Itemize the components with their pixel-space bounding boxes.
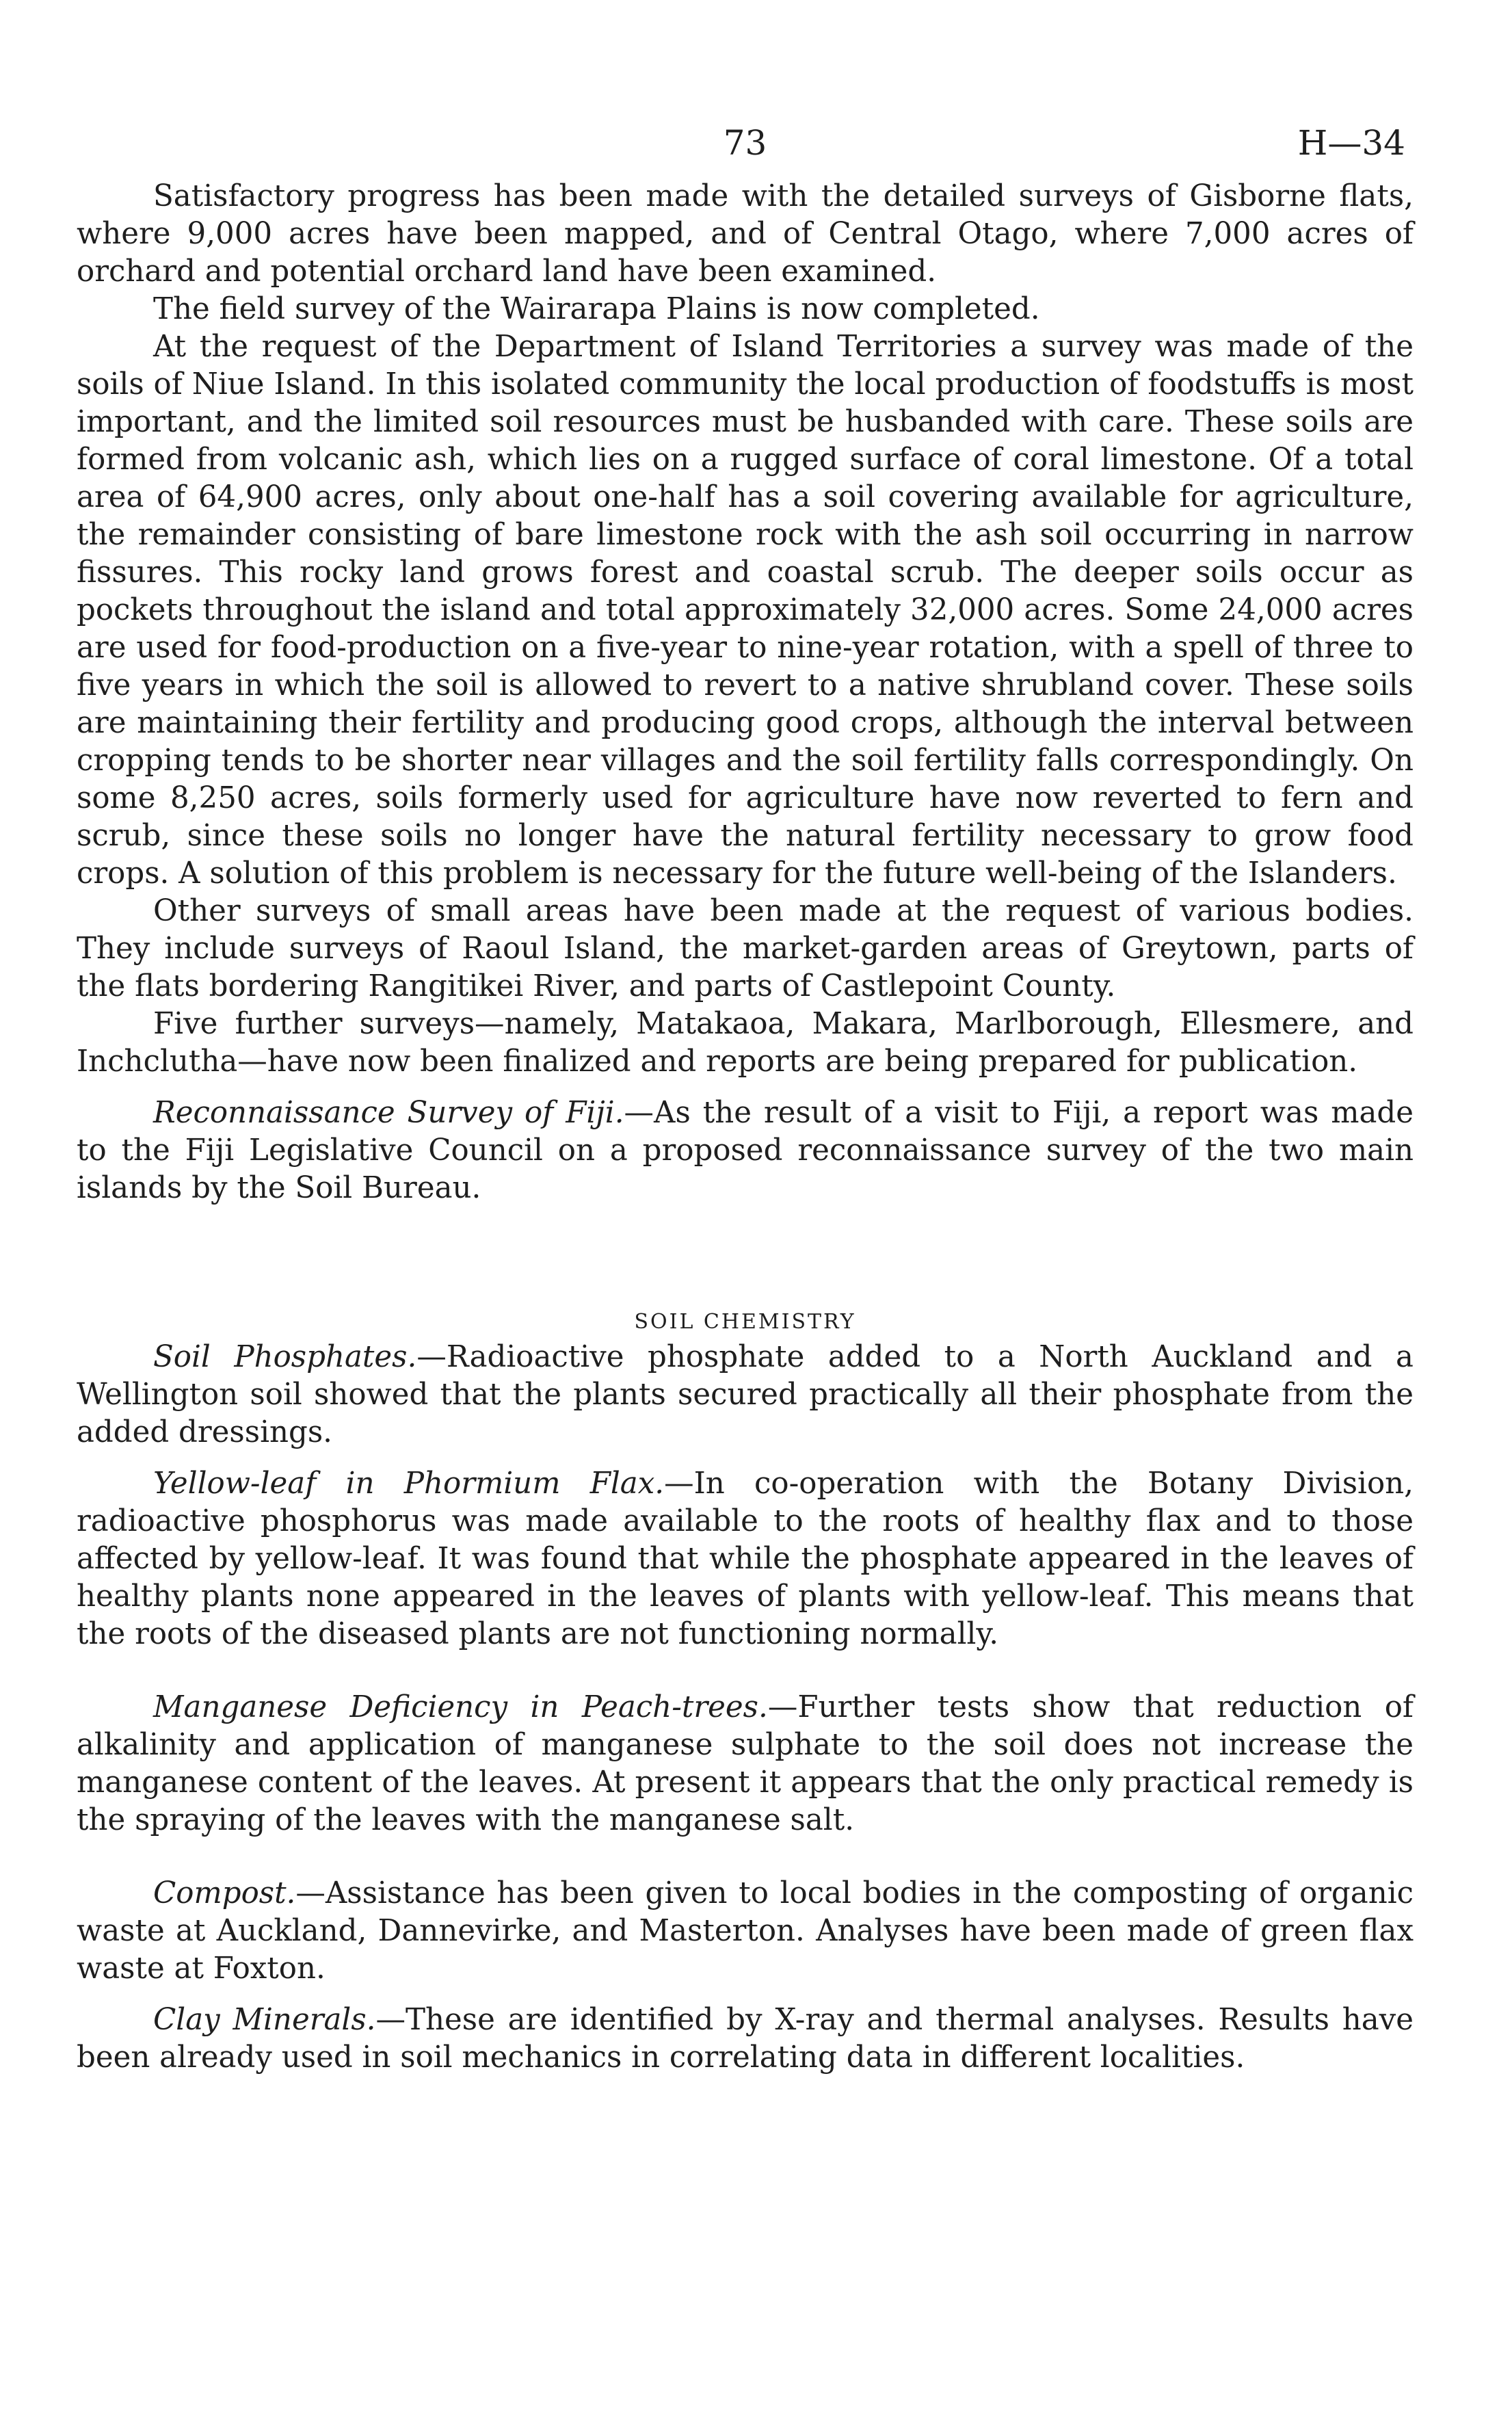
yellow-leaf-text: —In co-operation with the Botany Division, radioactive phosphorus was made available to the roots of healthy flax and to those affected by yellow-leaf. It was found that while the phosphate appeared in the leaves of healthy plants none appeared in the leaves of plants with yellow-leaf. This means that the roots of the diseased plants are not functioning normally. [77, 1467, 1414, 1651]
clay-minerals-text: —These are identified by X-ray and thermal analyses. Results have been already used in soil mechanics in correlating data in different localities. [77, 2003, 1414, 2075]
body-text [77, 178, 1414, 2077]
paragraph-niue: At the request of the Department of Island Territories a survey was made of the soils of Niue Island. In this isolated community the local production of foodstuffs is most important, and the limited soil resources must be husbanded with care. These soils are formed from volcanic ash, which lies on a rugged surface of coral limestone. Of a total area of 64,900 acres, only about one-half has a soil covering available for agriculture, the remainder consisting of bare limestone rock with the ash soil occurring in narrow fissures. This rocky land grows forest and coastal scrub. The deeper soils occur as pockets throughout the island and total approximately 32,000 acres. Some 24,000 acres are used for food-production on a five-year to nine-year rotation, with a spell of three to five years in which the soil is allowed to revert to a native shrubland cover. These soils are maintaining their fertility and producing good crops, although the interval between cropping tends to be shorter near villages and the soil fertility falls correspondingly. On some 8,250 acres, soils formerly used for agriculture have now reverted to fern and scrub, since these soils no longer have the natural fertility necessary to grow food crops. A solution of this problem is necessary for the future well-being of the Islanders. [77, 330, 1414, 891]
page-header [77, 123, 1414, 178]
paragraph-clay-minerals [77, 2001, 1414, 2077]
manganese-lead: Manganese Deficiency in Peach-trees. [153, 1690, 768, 1724]
compost-lead: Compost. [153, 1876, 296, 1910]
paragraph-yellow-leaf [77, 1465, 1414, 1653]
paragraph-soil-phosphates [77, 1339, 1414, 1451]
reconnaissance-lead: Reconnaissance Survey of Fiji. [153, 1096, 624, 1130]
manganese-text: —Further tests show that reduction of alkalinity and application of manganese sulphate to the soil does not increase the manganese content of the leaves. At present it appears that the only practical remedy is the spraying of the leaves with the manganese salt. [77, 1690, 1414, 1837]
soil-phosphates-text: —Radioactive phosphate added to a North Auckland and a Wellington soil showed that the plants secured practically all their phosphate from the added dressings. [77, 1340, 1414, 1449]
clay-minerals-lead: Clay Minerals. [153, 2003, 376, 2037]
page-number: 73 [723, 123, 767, 163]
paragraph-further-surveys: Five further surveys—namely, Matakaoa, Makara, Marlborough, Ellesmere, and Inchclutha—have now been finalized and reports are being prepared for publication. [77, 1007, 1414, 1079]
paragraph-wairarapa: The field survey of the Wairarapa Plains is now completed. [153, 292, 1040, 326]
paragraph-gisborne: Satisfactory progress has been made with the detailed surveys of Gisborne flats, where 9,000 acres have been mapped, and of Central Otago, where 7,000 acres of orchard and potential orchard land have been examined. [77, 179, 1414, 289]
document-reference: H—34 [1297, 123, 1405, 163]
compost-text: —Assistance has been given to local bodies in the composting of organic waste at Auckland, Dannevirke, and Masterton. Analyses have been made of green flax waste at Foxton. [77, 1876, 1414, 1986]
paragraph-manganese [77, 1689, 1414, 1839]
document-page [77, 123, 1414, 2077]
paragraph-reconnaissance [77, 1094, 1414, 1207]
soil-phosphates-lead: Soil Phosphates. [153, 1340, 417, 1374]
reconnaissance-text: —As the result of a visit to Fiji, a report was made to the Fiji Legislative Council on a proposed reconnaissance survey of the two main islands by the Soil Bureau. [77, 1096, 1414, 1205]
paragraph-compost [77, 1875, 1414, 1988]
section-heading: SOIL CHEMISTRY [634, 1310, 856, 1334]
yellow-leaf-lead: Yellow-leaf in Phormium Flax. [153, 1467, 665, 1501]
paragraph-other-surveys: Other surveys of small areas have been made at the request of various bodies. They include surveys of Raoul Island, the market-garden areas of Greytown, parts of the flats bordering Rangitikei River, and parts of Castlepoint County. [77, 894, 1414, 1003]
